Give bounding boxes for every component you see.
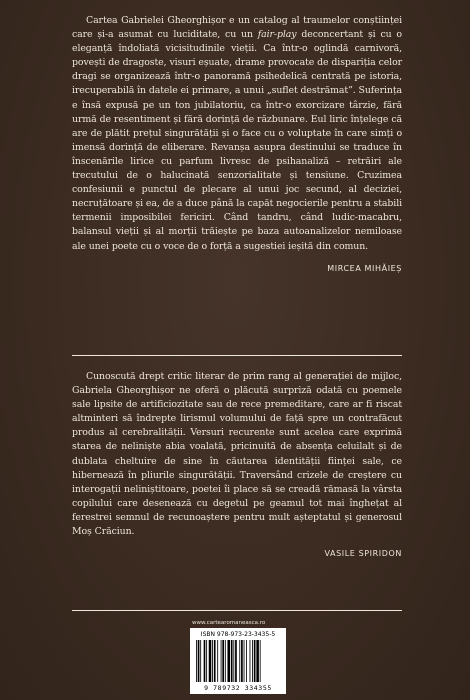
divider [72, 355, 402, 356]
review-spiridon [72, 370, 402, 558]
isbn-label: ISBN 978-973-23-3435-5 [200, 631, 276, 638]
review-text-part: deconcertant și cu o eleganță îndoliată vicisitudinile vieții. Ca într-o oglindă carnivoră, povești de dragoste, visuri eșuate, drame provocate de dispariția celor dragi se organizează într-o panoramă psihedelică centrată pe istoria, irecuperabilă în datele ei primare, a unui „suflet destrămat”. Suferința e însă expusă pe un ton jubilatoriu, ca într-o exorcizare târzie, fără urmă de resentiment și fără dorință de răzbunare. Eul liric înțelege că are de plătit prețul singurătății și o face cu o voluptate în care simți o imensă dorință de eliberare. Revanșa asupra destinului se traduce în înscenările lirice cu parfum livresc de psihanaliză – retrăiri ale trecutului de o halucinată senzorialitate și tensiune. Cruzimea confesiunii e punctul de plecare al unui joc secund, al deciziei, necruțătoare și ea, de a duce până la capăt negocierile pentru a stabili termenii imposibilei fericiri. Când tandru, când ludic-macabru, balansul vieții și al morții trăiește pe baza autoanalizelor nemiloase ale unei poete cu o voce de o forță a sugestiei ieșită din comun. [72, 29, 402, 252]
review-mihaies [72, 14, 402, 273]
divider [72, 610, 402, 611]
barcode-area [190, 620, 286, 694]
barcode-icon [196, 640, 280, 682]
review-text: Cunoscută drept critic literar de prim rang al generației de mijloc, Gabriela Gheorghișor ne oferă o plăcută surpriză odată cu poemele sale lipsite de artificiozitate sau de rece premeditare, care ar fi riscat altminteri să îndrepte lirismul volumului de față spre un contrafăcut produs al cerebralității. Versuri recurente sunt acelea care exprimă starea de neliniște abia voalată, pricinuită de absența celuilalt și de dublata cheltuire de sine în căutarea identității ființei sale, ce hibernează în pliurile singurătății. Traversând crizele de creștere cu interogații neliniștitoare, poetei îi place să se creadă rămasă la vârsta copilului care desenează cu degetul pe geamul tot mai înghețat al ferestrei semnul de recunoaștere pentru mult așteptatul și generosul Moș Crăciun. [72, 371, 402, 538]
review-text-italic: fair-play [257, 29, 297, 41]
review-author: MIRCEA MIHĂIEȘ [327, 263, 402, 273]
review-author: VASILE SPIRIDON [324, 549, 402, 559]
publisher-website: www.cartearomaneasca.ro [192, 620, 266, 626]
barcode-digits: 9 789732 334355 [204, 684, 272, 692]
review-text-part: Cartea Gabrielei Gheorghișor e un catalog al traumelor conștiinței care și-a asumat cu luciditate, cu un [72, 15, 402, 41]
review-text [72, 14, 402, 254]
barcode-box [190, 628, 286, 694]
